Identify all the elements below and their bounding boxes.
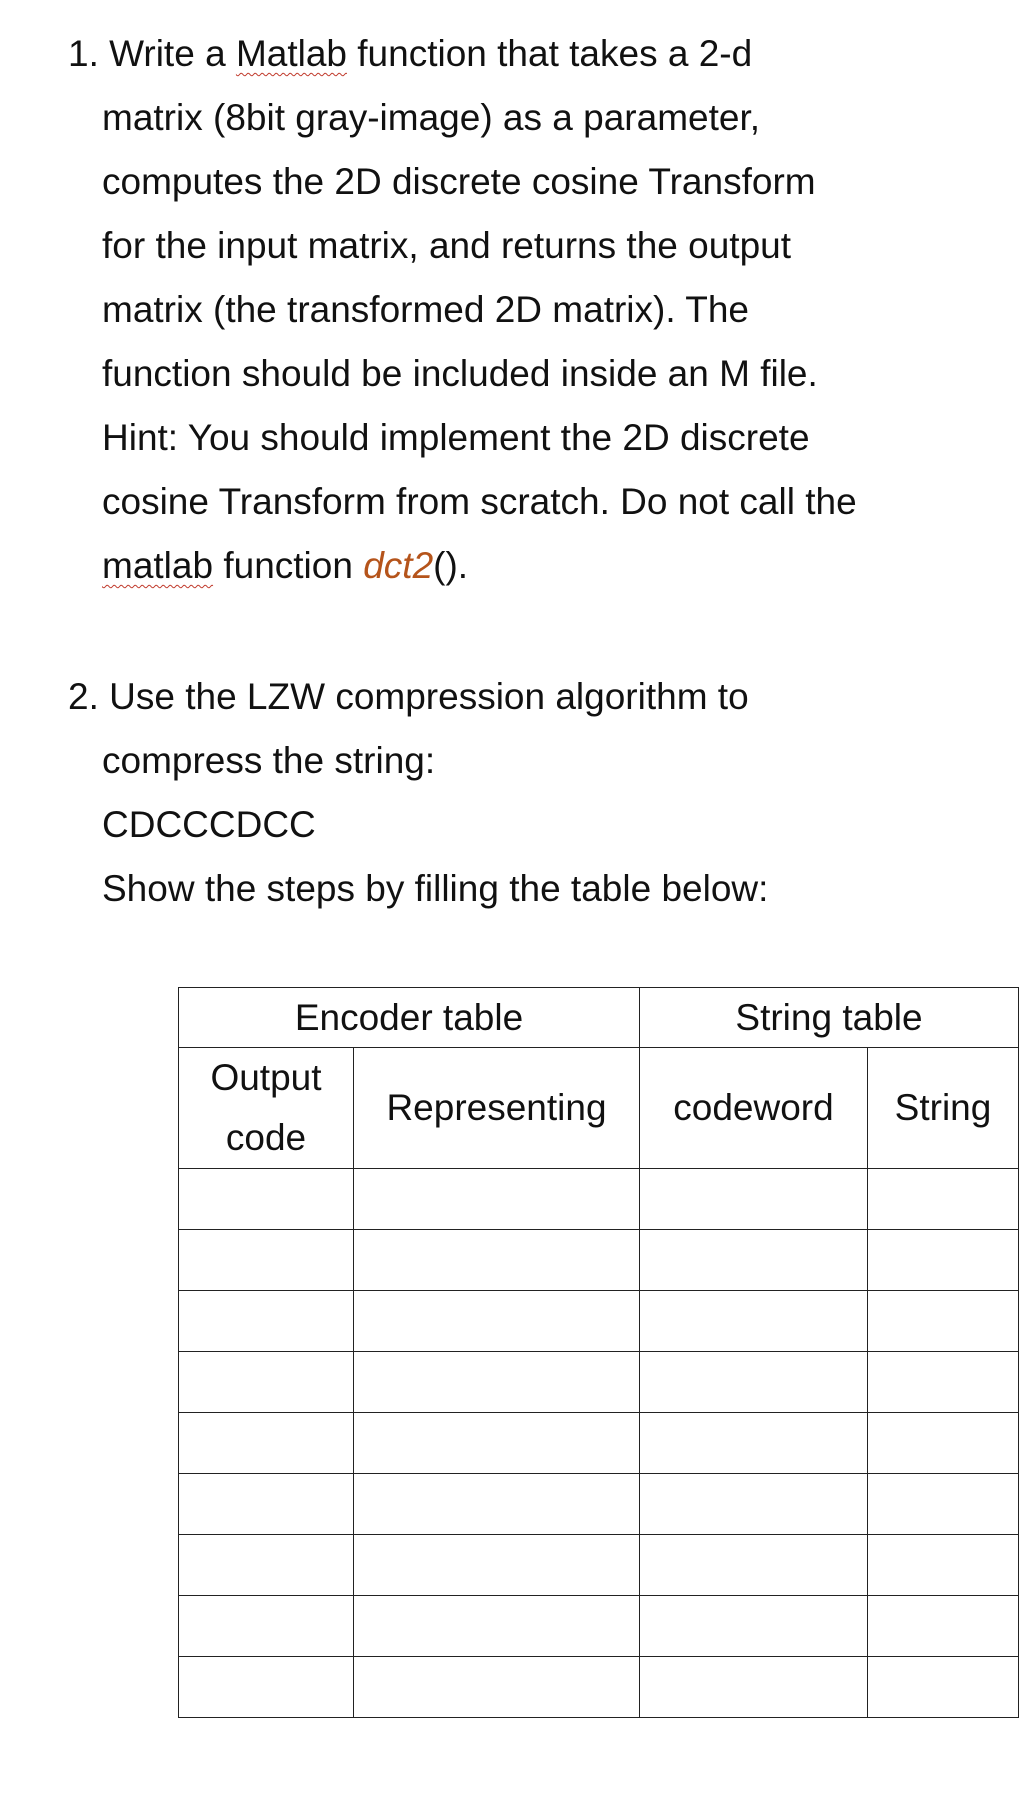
codeword-cell — [640, 1657, 868, 1718]
string-cell — [868, 1474, 1019, 1535]
representing-cell — [354, 1657, 640, 1718]
table-row — [179, 1657, 1019, 1718]
output-code-cell — [179, 1596, 354, 1657]
table-group-header-row — [179, 988, 1019, 1048]
function-name-dct2: dct2 — [363, 545, 434, 586]
codeword-cell — [640, 1474, 868, 1535]
codeword-cell — [640, 1169, 868, 1230]
lzw-table — [178, 987, 1019, 1718]
table-row — [179, 1413, 1019, 1474]
output-code-cell — [179, 1413, 354, 1474]
output-code-cell — [179, 1474, 354, 1535]
q2-line-4: Show the steps by filling the table below: — [102, 868, 769, 909]
table-row — [179, 1474, 1019, 1535]
q2-input-string: CDCCCDCC — [102, 804, 316, 845]
q2-number: 2. — [68, 676, 99, 717]
representing-cell — [354, 1230, 640, 1291]
string-cell — [868, 1352, 1019, 1413]
q1-line-1: 1. Write a Matlab function that takes a 2-d — [68, 33, 753, 74]
representing-cell — [354, 1535, 640, 1596]
q1-line-6: function should be included inside an M file. — [102, 353, 818, 394]
table-row — [179, 1535, 1019, 1596]
codeword-cell — [640, 1596, 868, 1657]
output-code-header: Output code — [179, 1048, 354, 1169]
codeword-header: codeword — [640, 1048, 868, 1169]
q1-number: 1. — [68, 33, 99, 74]
codeword-cell — [640, 1291, 868, 1352]
table-row — [179, 1291, 1019, 1352]
representing-header: Representing — [354, 1048, 640, 1169]
string-cell — [868, 1169, 1019, 1230]
representing-cell — [354, 1352, 640, 1413]
q1-line-9: matlab function dct2(). — [102, 545, 469, 586]
representing-cell — [354, 1291, 640, 1352]
output-code-cell — [179, 1657, 354, 1718]
representing-cell — [354, 1474, 640, 1535]
string-cell — [868, 1291, 1019, 1352]
codeword-cell — [640, 1535, 868, 1596]
output-code-cell — [179, 1230, 354, 1291]
codeword-cell — [640, 1352, 868, 1413]
output-code-cell — [179, 1169, 354, 1230]
string-table-header: String table — [640, 988, 1019, 1048]
question-1 — [68, 22, 998, 598]
table-row — [179, 1169, 1019, 1230]
representing-cell — [354, 1169, 640, 1230]
string-cell — [868, 1413, 1019, 1474]
q2-line-1: 2. Use the LZW compression algorithm to — [68, 676, 749, 717]
representing-cell — [354, 1596, 640, 1657]
string-cell — [868, 1535, 1019, 1596]
q1-line-2: matrix (8bit gray-image) as a parameter, — [102, 97, 761, 138]
q1-line-7: Hint: You should implement the 2D discrete — [102, 417, 810, 458]
output-code-cell — [179, 1352, 354, 1413]
string-cell — [868, 1596, 1019, 1657]
table-row — [179, 1352, 1019, 1413]
q1-line-3: computes the 2D discrete cosine Transform — [102, 161, 816, 202]
output-code-cell — [179, 1291, 354, 1352]
spellcheck-word-matlab: Matlab — [235, 33, 347, 74]
table-column-header-row — [179, 1048, 1019, 1169]
representing-cell — [354, 1413, 640, 1474]
codeword-cell — [640, 1413, 868, 1474]
lzw-table-body — [179, 1169, 1019, 1718]
codeword-cell — [640, 1230, 868, 1291]
q1-line-4: for the input matrix, and returns the output — [102, 225, 791, 266]
string-cell — [868, 1230, 1019, 1291]
output-code-cell — [179, 1535, 354, 1596]
string-cell — [868, 1657, 1019, 1718]
q1-line-5: matrix (the transformed 2D matrix). The — [102, 289, 749, 330]
table-row — [179, 1230, 1019, 1291]
encoder-table-header: Encoder table — [179, 988, 640, 1048]
q2-line-2: compress the string: — [102, 740, 436, 781]
q1-line-8: cosine Transform from scratch. Do not call the — [102, 481, 857, 522]
question-2 — [68, 665, 998, 921]
table-row — [179, 1596, 1019, 1657]
spellcheck-word-matlab-2: matlab — [102, 545, 214, 586]
string-header: String — [868, 1048, 1019, 1169]
